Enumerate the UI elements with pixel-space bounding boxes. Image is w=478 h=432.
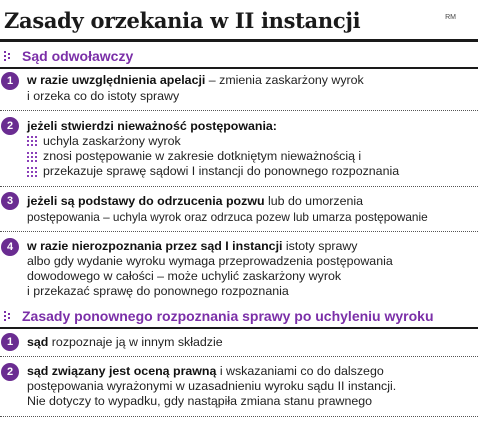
item-line: sąd rozpoznaje ją w innym składzie xyxy=(27,335,223,349)
item-line: albo gdy wydanie wyroku wymaga przeprowadzenia postępowania xyxy=(27,254,393,268)
item-line: i orzeka co do istoty sprawy xyxy=(27,89,180,103)
item-line: postępowania wyrażonymi w uzasadnieniu wyroku sądu II instancji. xyxy=(27,379,397,393)
section-title: Sąd odwoławczy xyxy=(22,48,134,64)
page-title: Zasady orzekania w II instancji xyxy=(4,8,361,33)
item-line: postępowania – uchyla wyrok oraz odrzuca pozew lub umarza postępowanie xyxy=(27,210,428,224)
item-line: w razie nierozpoznania przez sąd I instancji istoty sprawy xyxy=(27,239,358,253)
item-line: dowodowego w całości – może uchylić zaskarżony wyrok xyxy=(27,269,342,283)
dotted-divider xyxy=(0,186,478,187)
section-divider xyxy=(0,67,478,69)
item-line: Nie dotyczy to wypadku, gdy nastąpiła zmiana stanu prawnego xyxy=(27,394,373,408)
item-line: i przekazać sprawę do ponownego rozpoznania xyxy=(27,284,289,298)
dots-icon xyxy=(4,310,14,322)
number-badge: 3 xyxy=(1,192,19,210)
item-line: sąd związany jest oceną prawną i wskazaniami co do dalszego xyxy=(27,364,384,378)
author-credit: RM xyxy=(445,14,456,21)
item-line: w razie uwzględnienia apelacji – zmienia zaskarżony wyrok xyxy=(27,73,364,87)
number-badge: 4 xyxy=(1,238,19,256)
section-header-ponowne-rozpoznanie xyxy=(4,308,434,324)
dots-icon xyxy=(4,50,14,62)
sub-item: przekazuje sprawę sądowi I instancji do ponownego rozpoznania xyxy=(43,164,400,178)
grid-bullet-icon xyxy=(27,167,37,177)
dotted-divider xyxy=(0,356,478,357)
number-badge: 2 xyxy=(1,363,19,381)
dotted-divider xyxy=(0,110,478,111)
dotted-divider xyxy=(0,231,478,232)
section-header-sad-odwolawczy xyxy=(4,48,133,64)
grid-bullet-icon xyxy=(27,152,37,162)
number-badge: 1 xyxy=(1,333,19,351)
section-title: Zasady ponownego rozpoznania sprawy po uchyleniu wyroku xyxy=(22,308,434,324)
item-line: jeżeli są podstawy do odrzucenia pozwu lub do umorzenia xyxy=(27,194,364,208)
number-badge: 2 xyxy=(1,117,19,135)
grid-bullet-icon xyxy=(27,136,37,146)
dotted-divider xyxy=(0,416,478,417)
section-divider xyxy=(0,327,478,329)
title-divider xyxy=(0,39,478,42)
number-badge: 1 xyxy=(1,72,19,90)
item-line: jeżeli stwierdzi nieważność postępowania: xyxy=(27,119,277,133)
sub-item: znosi postępowanie w zakresie dotkniętym nieważnością i xyxy=(43,149,362,163)
sub-item: uchyla zaskarżony wyrok xyxy=(43,134,181,148)
